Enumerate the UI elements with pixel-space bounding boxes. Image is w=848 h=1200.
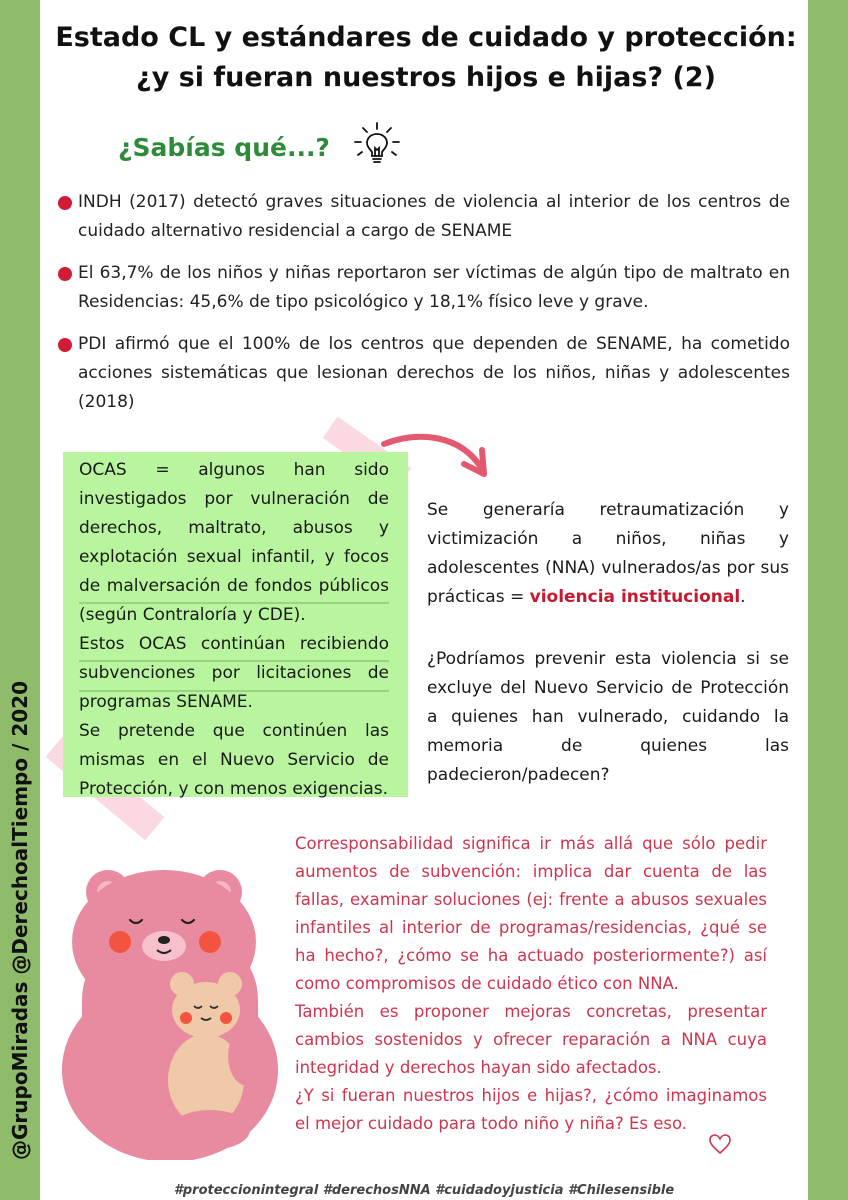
heart-icon xyxy=(708,1133,732,1155)
bullet-dot-icon xyxy=(58,267,72,281)
ocas-text: OCAS = algunos han sido investigados por vulneración de derechos, maltrato, abusos y explotación sexual infantil, y focos de malversación de fondos públicos (según Contraloría y CDE). Estos OCAS continúan recibiendo subvenciones por licitaciones de programas SENAME. Se pretende que continúen las mismas en el Nuevo Servicio de Protección, y con menos exigencias. xyxy=(79,460,389,799)
bullet-item xyxy=(58,330,790,417)
bullet-text: INDH (2017) detectó graves situaciones de violencia al interior de los centros de cuidado alternativo residencial a cargo de SENAME xyxy=(78,192,790,241)
retraumatization-body: Se generaría retraumatización y victimización a niños, niñas y adolescentes (NNA) vulnerados/as por sus prácticas = xyxy=(427,500,789,607)
bullet-dot-icon xyxy=(58,338,72,352)
corresponsabilidad-text: Corresponsabilidad significa ir más allá que sólo pedir aumentos de subvención: implica dar cuenta de las fallas, examinar soluciones (ej: frente a abusos sexuales infantiles al interior de programas/residencias, ¿qué se ha hecho?, ¿cómo se ha actuado posteriormente?) así como compromisos de cuidado ético con NNA. También es proponer mejoras concretas, presentar cambios sostenidos y ofrecer reparación a NNA cuya integridad y derechos hayan sido afectados. ¿Y si fueran nuestros hijos e hijas?, ¿cómo imaginamos el mejor cuidado para todo niño y niña? Es eso. xyxy=(295,834,767,1133)
bullet-item xyxy=(58,188,790,246)
bullet-text: El 63,7% de los niños y niñas reportaron ser víctimas de algún tipo de maltrato en Residencias: 45,6% de tipo psicológico y 18,1% físico leve y grave. xyxy=(78,263,790,312)
bullet-text: PDI afirmó que el 100% de los centros que dependen de SENAME, ha cometido acciones sistemáticas que lesionan derechos de los niños, niñas y adolescentes (2018) xyxy=(78,334,790,412)
bullet-item xyxy=(58,259,790,317)
retraumatization-text xyxy=(427,496,789,612)
retraumatization-end: . xyxy=(740,587,746,607)
page-title: Estado CL y estándares de cuidado y protección: ¿y si fueran nuestros hijos e hijas? (2) xyxy=(55,22,797,93)
hashtags: #proteccionintegral #derechosNNA #cuidadoyjusticia #Chilesensible xyxy=(173,1183,675,1198)
question-text: ¿Podríamos prevenir esta violencia si se excluye del Nuevo Servicio de Protección a quienes han vulnerado, cuidando la memoria de quienes las padecieron/padecen? xyxy=(427,649,789,785)
bullet-dot-icon xyxy=(58,196,72,210)
institutional-violence-highlight: violencia institucional xyxy=(529,587,741,607)
lightbulb-icon xyxy=(352,120,402,170)
teddy-bear-illustration xyxy=(60,860,290,1160)
curved-arrow-icon xyxy=(380,430,490,480)
side-credit: @GrupoMiradas @DerechoalTiempo / 2020 xyxy=(8,680,32,1160)
sabias-que-heading: ¿Sabías qué...? xyxy=(118,133,330,162)
right-side-band xyxy=(808,0,848,1200)
